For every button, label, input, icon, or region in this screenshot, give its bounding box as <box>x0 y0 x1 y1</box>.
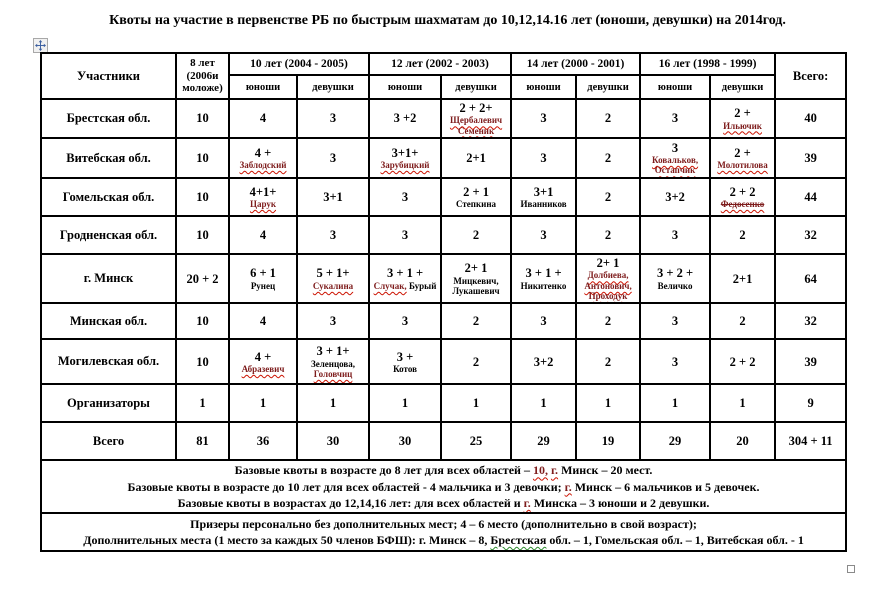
quota-cell <box>176 99 229 138</box>
quota-cell <box>441 138 511 178</box>
quota-cell <box>511 254 576 303</box>
quota-value: 2 + 1 <box>463 184 489 199</box>
quota-cell <box>441 303 511 339</box>
player-names <box>643 281 707 291</box>
quota-cell <box>640 339 710 384</box>
player-names <box>579 270 637 301</box>
column-header-age-group-2: 14 лет (2000 - 2001) <box>511 53 640 75</box>
misspelled-name: г. <box>564 479 572 494</box>
quota-value: 3+2 <box>665 189 685 204</box>
column-header-girls-2: девушки <box>576 75 640 99</box>
quota-cell <box>297 99 369 138</box>
misspelled-name: г. <box>550 463 559 478</box>
quota-cell <box>297 178 369 216</box>
quota-value: 1 <box>604 396 612 411</box>
text-segment: Призеры персонально без дополнительных мест; 4 – 6 место (дополнительно в свой возраст); <box>190 516 697 531</box>
quota-value: 3 + 1+ <box>316 344 350 359</box>
quota-cell <box>229 138 297 178</box>
quota-value: 20 <box>736 434 749 449</box>
player-names <box>643 155 707 176</box>
quota-cell <box>511 216 576 254</box>
quota-value: 4 <box>259 227 267 242</box>
misspelled-name: Молотилова <box>717 160 768 171</box>
quota-value: 10 <box>196 227 209 242</box>
misspelled-name: Федосенко <box>720 199 765 210</box>
quota-value: 2 <box>604 189 612 204</box>
quota-cell <box>710 99 775 138</box>
quota-cell <box>710 254 775 303</box>
table-move-handle[interactable] <box>33 38 48 53</box>
quota-cell <box>710 178 775 216</box>
text-segment: Базовые квоты в возрасте до 10 лет для всех областей - 4 мальчика и 3 девочки; <box>127 479 565 494</box>
row-label: Гродненская обл. <box>41 216 176 254</box>
quota-cell <box>710 216 775 254</box>
row-total: 32 <box>775 303 846 339</box>
column-header-boys-3: юноши <box>640 75 710 99</box>
misspelled-name: Остапчик <box>654 165 696 176</box>
misspelled-name: Долбиева, <box>587 270 629 281</box>
quota-value: 29 <box>537 434 550 449</box>
quota-value: 2+ 1 <box>596 256 620 271</box>
quota-value: 3 <box>401 314 409 329</box>
additional-places-notes <box>41 513 846 551</box>
quota-cell <box>511 178 576 216</box>
row-label: Могилевская обл. <box>41 339 176 384</box>
misspelled-name: Абразевич <box>241 363 285 374</box>
quota-value: 2+1 <box>732 271 753 286</box>
table-row <box>41 384 846 422</box>
quota-cell <box>640 422 710 460</box>
quota-cell <box>511 99 576 138</box>
table-row <box>41 303 846 339</box>
row-total: 44 <box>775 178 846 216</box>
column-header-participants: Участники <box>41 53 176 99</box>
quota-value: 1 <box>199 396 206 411</box>
row-total: 64 <box>775 254 846 303</box>
quota-value: 5 + 1+ <box>316 266 350 281</box>
note-line <box>44 479 843 495</box>
player-names <box>300 359 366 380</box>
row-label: Витебская обл. <box>41 138 176 178</box>
quota-cell <box>369 216 441 254</box>
row-total: 9 <box>775 384 846 422</box>
text-segment: Бурый <box>406 280 437 291</box>
quota-value: 3 <box>671 227 679 242</box>
quota-cell <box>297 303 369 339</box>
quota-cell <box>576 216 640 254</box>
quota-cell <box>640 99 710 138</box>
row-label: Организаторы <box>41 384 176 422</box>
quota-cell <box>176 384 229 422</box>
document-title: Квоты на участие в первенстве РБ по быстрым шахматам до 10,12,14.16 лет (юноши, девушки) на 2014год. <box>109 13 786 28</box>
quota-value: 29 <box>668 434 682 449</box>
text-segment: Минска – 3 юноши и 2 девушки. <box>530 495 710 510</box>
quota-value: 2 <box>604 111 612 126</box>
column-header-girls-3: девушки <box>710 75 775 99</box>
quota-cell <box>640 303 710 339</box>
text-segment: Дополнительных места (1 место за каждых 50 членов БФШ): г. Минск – 8, <box>83 533 491 548</box>
quota-value: 30 <box>398 434 412 449</box>
quota-value: 1 <box>329 396 337 411</box>
quota-value: 6 + 1 <box>250 266 276 281</box>
text-segment: Рунец <box>250 280 276 291</box>
player-names <box>444 199 508 209</box>
quota-cell <box>511 303 576 339</box>
quota-cell <box>441 422 511 460</box>
misspelled-name: Проходук <box>588 291 628 302</box>
text-segment: Никитенко <box>520 280 567 291</box>
quota-cell <box>511 422 576 460</box>
quota-cell <box>369 254 441 303</box>
player-names <box>232 199 294 209</box>
text-segment: Котов <box>393 363 417 374</box>
quota-cell <box>441 99 511 138</box>
quota-value: 2 <box>604 354 612 369</box>
table-row <box>41 216 846 254</box>
row-label: г. Минск <box>41 254 176 303</box>
quota-value: 3+1 <box>323 189 343 204</box>
row-label: Минская обл. <box>41 303 176 339</box>
quota-cell <box>369 422 441 460</box>
quota-cell <box>369 303 441 339</box>
quota-value: 4 <box>259 111 267 126</box>
quota-cell <box>176 339 229 384</box>
quota-cell <box>710 138 775 178</box>
quota-value: 2 + <box>734 106 751 121</box>
quota-cell <box>640 216 710 254</box>
quota-value: 2+1 <box>466 150 486 165</box>
quota-value: 2 + 2+ <box>459 101 493 115</box>
quota-value: 4+1+ <box>249 184 277 199</box>
quota-cell <box>229 339 297 384</box>
text-segment: обл. – 1, Гомельская обл. – 1, Витебская обл. - 1 <box>546 533 804 548</box>
text-segment: Мицкевич, <box>453 275 499 286</box>
quota-cell <box>176 303 229 339</box>
quota-cell <box>176 216 229 254</box>
quota-cell <box>297 339 369 384</box>
quota-cell <box>369 384 441 422</box>
quota-cell <box>441 178 511 216</box>
quota-value: 3 <box>671 140 679 155</box>
quota-value: 1 <box>671 396 679 411</box>
misspelled-name: Антонович, <box>584 280 632 291</box>
quota-value: 3 <box>329 150 337 165</box>
quota-value: 1 <box>540 396 547 411</box>
row-total: 39 <box>775 138 846 178</box>
row-label: Брестская обл. <box>41 99 176 138</box>
quota-cell <box>369 339 441 384</box>
player-names <box>514 281 573 291</box>
note-line <box>44 495 843 511</box>
player-names <box>514 199 573 209</box>
quota-cell <box>710 339 775 384</box>
misspelled-name: Зарубицкий <box>380 160 430 171</box>
quota-cell <box>441 339 511 384</box>
table-row <box>41 254 846 303</box>
quota-cell <box>297 138 369 178</box>
quota-value: 2 + 2 <box>729 354 756 369</box>
quota-value: 3 <box>671 354 679 369</box>
misspelled-name: Царук <box>249 199 277 210</box>
quota-value: 2 <box>472 314 480 329</box>
quota-cell <box>576 339 640 384</box>
row-total: 40 <box>775 99 846 138</box>
quota-value: 2 <box>739 314 746 329</box>
quota-value: 3 <box>540 150 547 165</box>
quota-cell <box>511 339 576 384</box>
quota-cell <box>640 384 710 422</box>
table-row <box>41 178 846 216</box>
text-segment: Минск – 6 мальчиков и 5 девочек. <box>571 479 760 494</box>
quota-cell <box>229 303 297 339</box>
quota-value: 2+ 1 <box>464 261 488 276</box>
player-names <box>232 281 294 291</box>
column-header-girls-0: девушки <box>297 75 369 99</box>
quota-cell <box>229 384 297 422</box>
text-segment: Базовые квоты в возрастах до 12,14,16 лет: для всех областей и <box>177 495 524 510</box>
player-names <box>232 160 294 170</box>
quota-cell <box>369 99 441 138</box>
quota-value: 3+2 <box>533 354 554 369</box>
misspelled-name: Щербалевич <box>449 115 503 126</box>
text-segment: Зеленцова, <box>310 358 356 369</box>
quota-value: 1 <box>401 396 409 411</box>
quota-value: 2 <box>604 150 612 165</box>
text-segment: Базовые квоты в возрасте до 8 лет для всех областей – <box>234 463 533 478</box>
quota-cell <box>441 384 511 422</box>
base-quota-notes <box>41 460 846 513</box>
misspelled-name: Заблодский <box>239 160 287 171</box>
quota-value: 4 + <box>254 145 272 160</box>
row-total: 39 <box>775 339 846 384</box>
quota-value: 2 + <box>734 145 751 160</box>
text-segment: Иванников <box>520 199 567 210</box>
quota-value: 1 <box>739 396 746 411</box>
quota-value: 3 + <box>396 349 414 364</box>
quota-value: 1 <box>259 396 267 411</box>
column-header-boys-2: юноши <box>511 75 576 99</box>
player-names <box>232 364 294 374</box>
quota-value: 3 +2 <box>393 111 417 126</box>
quota-cell <box>710 384 775 422</box>
quota-cell <box>229 254 297 303</box>
player-names <box>713 199 772 209</box>
quota-table <box>40 52 847 552</box>
table-row <box>41 339 846 384</box>
quota-value: 3 <box>671 314 679 329</box>
player-names <box>372 281 438 291</box>
quota-cell <box>710 303 775 339</box>
quota-value: 3 <box>329 314 337 329</box>
note-line <box>44 516 843 532</box>
quota-value: 2 <box>604 314 612 329</box>
table-row <box>41 99 846 138</box>
quota-cell <box>297 422 369 460</box>
column-header-age-group-0: 10 лет (2004 - 2005) <box>229 53 369 75</box>
quota-cell <box>229 178 297 216</box>
misspelled-name: 10, <box>532 463 548 478</box>
quota-cell <box>576 99 640 138</box>
quota-cell <box>710 422 775 460</box>
note-line <box>44 462 843 478</box>
quota-cell <box>511 384 576 422</box>
misspelled-name: г. <box>523 495 531 510</box>
quota-cell <box>576 138 640 178</box>
quota-value: 2 + 2 <box>729 184 756 199</box>
quota-cell <box>441 216 511 254</box>
column-header-boys-0: юноши <box>229 75 297 99</box>
player-names <box>444 115 508 136</box>
note-line <box>44 532 843 548</box>
quota-cell <box>176 422 229 460</box>
quota-value: 25 <box>469 434 483 449</box>
column-header-age8: 8 лет (2006и моложе) <box>176 53 229 99</box>
quota-value: 10 <box>196 354 209 369</box>
quota-value: 3 <box>540 227 547 242</box>
quota-value: 3 + 2 + <box>656 266 694 281</box>
quota-value: 3+1 <box>533 184 554 199</box>
quota-cell <box>640 178 710 216</box>
quota-cell <box>176 138 229 178</box>
quota-cell <box>229 99 297 138</box>
player-names <box>444 276 508 297</box>
table-row <box>41 138 846 178</box>
quota-value: 3 <box>540 314 547 329</box>
quota-value: 3 + 1 + <box>525 266 562 281</box>
quota-cell <box>229 216 297 254</box>
quota-cell <box>576 178 640 216</box>
quota-value: 4 + <box>254 349 272 364</box>
quota-value: 19 <box>601 434 615 449</box>
quota-value: 3+1+ <box>391 145 419 160</box>
text-segment: Минск – 20 мест. <box>558 463 653 478</box>
quota-value: 3 <box>671 111 679 126</box>
player-names <box>372 364 438 374</box>
quota-cell <box>576 303 640 339</box>
misspelled-name: Сукалина <box>312 280 354 291</box>
player-names <box>713 121 772 131</box>
quota-cell <box>297 254 369 303</box>
quota-cell <box>640 138 710 178</box>
quota-value: 3 <box>329 111 337 126</box>
player-names <box>713 160 772 170</box>
text-segment: Величко <box>657 280 693 291</box>
quota-cell <box>369 138 441 178</box>
misspelled-name: Случак, <box>373 280 407 291</box>
quota-value: 3 <box>329 227 337 242</box>
row-label: Всего <box>41 422 176 460</box>
quota-cell <box>511 138 576 178</box>
quota-value: 36 <box>256 434 270 449</box>
quota-value: 20 + 2 <box>186 271 219 286</box>
quota-value: 3 + 1 + <box>386 266 424 281</box>
quota-value: 2 <box>739 227 746 242</box>
quota-cell <box>369 178 441 216</box>
player-names <box>300 281 366 291</box>
quota-value: 10 <box>196 314 209 329</box>
column-header-girls-1: девушки <box>441 75 511 99</box>
quota-cell <box>229 422 297 460</box>
quota-cell <box>441 254 511 303</box>
quota-value: 81 <box>196 434 209 449</box>
column-header-age-group-1: 12 лет (2002 - 2003) <box>369 53 511 75</box>
quota-value: 10 <box>196 189 209 204</box>
quota-cell <box>176 178 229 216</box>
row-total: 304 + 11 <box>775 422 846 460</box>
quota-value: 1 <box>472 396 480 411</box>
misspelled-name: Ильючик <box>723 120 762 131</box>
grammar-flagged-text: Брестская <box>490 533 547 548</box>
quota-cell <box>297 384 369 422</box>
move-cross-arrows-icon <box>35 40 46 51</box>
quota-value: 3 <box>401 227 409 242</box>
column-header-total: Всего: <box>775 53 846 99</box>
player-names <box>372 160 438 170</box>
table-resize-handle[interactable] <box>847 565 855 573</box>
quota-cell <box>576 254 640 303</box>
quota-value: 3 <box>540 111 547 126</box>
quota-cell <box>576 422 640 460</box>
text-segment: Степкина <box>456 199 497 210</box>
quota-value: 4 <box>259 314 267 329</box>
quota-value: 30 <box>326 434 340 449</box>
misspelled-name: Ковальков, <box>652 154 699 165</box>
quota-cell <box>297 216 369 254</box>
quota-value: 10 <box>196 111 209 126</box>
table-row <box>41 422 846 460</box>
quota-value: 2 <box>604 227 612 242</box>
quota-cell <box>640 254 710 303</box>
misspelled-name: Семеник <box>457 125 495 136</box>
quota-cell <box>176 254 229 303</box>
quota-cell <box>576 384 640 422</box>
quota-value: 3 <box>401 189 409 204</box>
row-label: Гомельская обл. <box>41 178 176 216</box>
misspelled-name: Головчиц <box>313 369 353 380</box>
quota-value: 2 <box>472 354 480 369</box>
row-total: 32 <box>775 216 846 254</box>
column-header-boys-1: юноши <box>369 75 441 99</box>
text-segment: Лукашевич <box>452 285 500 296</box>
column-header-age-group-3: 16 лет (1998 - 1999) <box>640 53 775 75</box>
quota-value: 10 <box>196 150 209 165</box>
quota-value: 2 <box>472 227 480 242</box>
